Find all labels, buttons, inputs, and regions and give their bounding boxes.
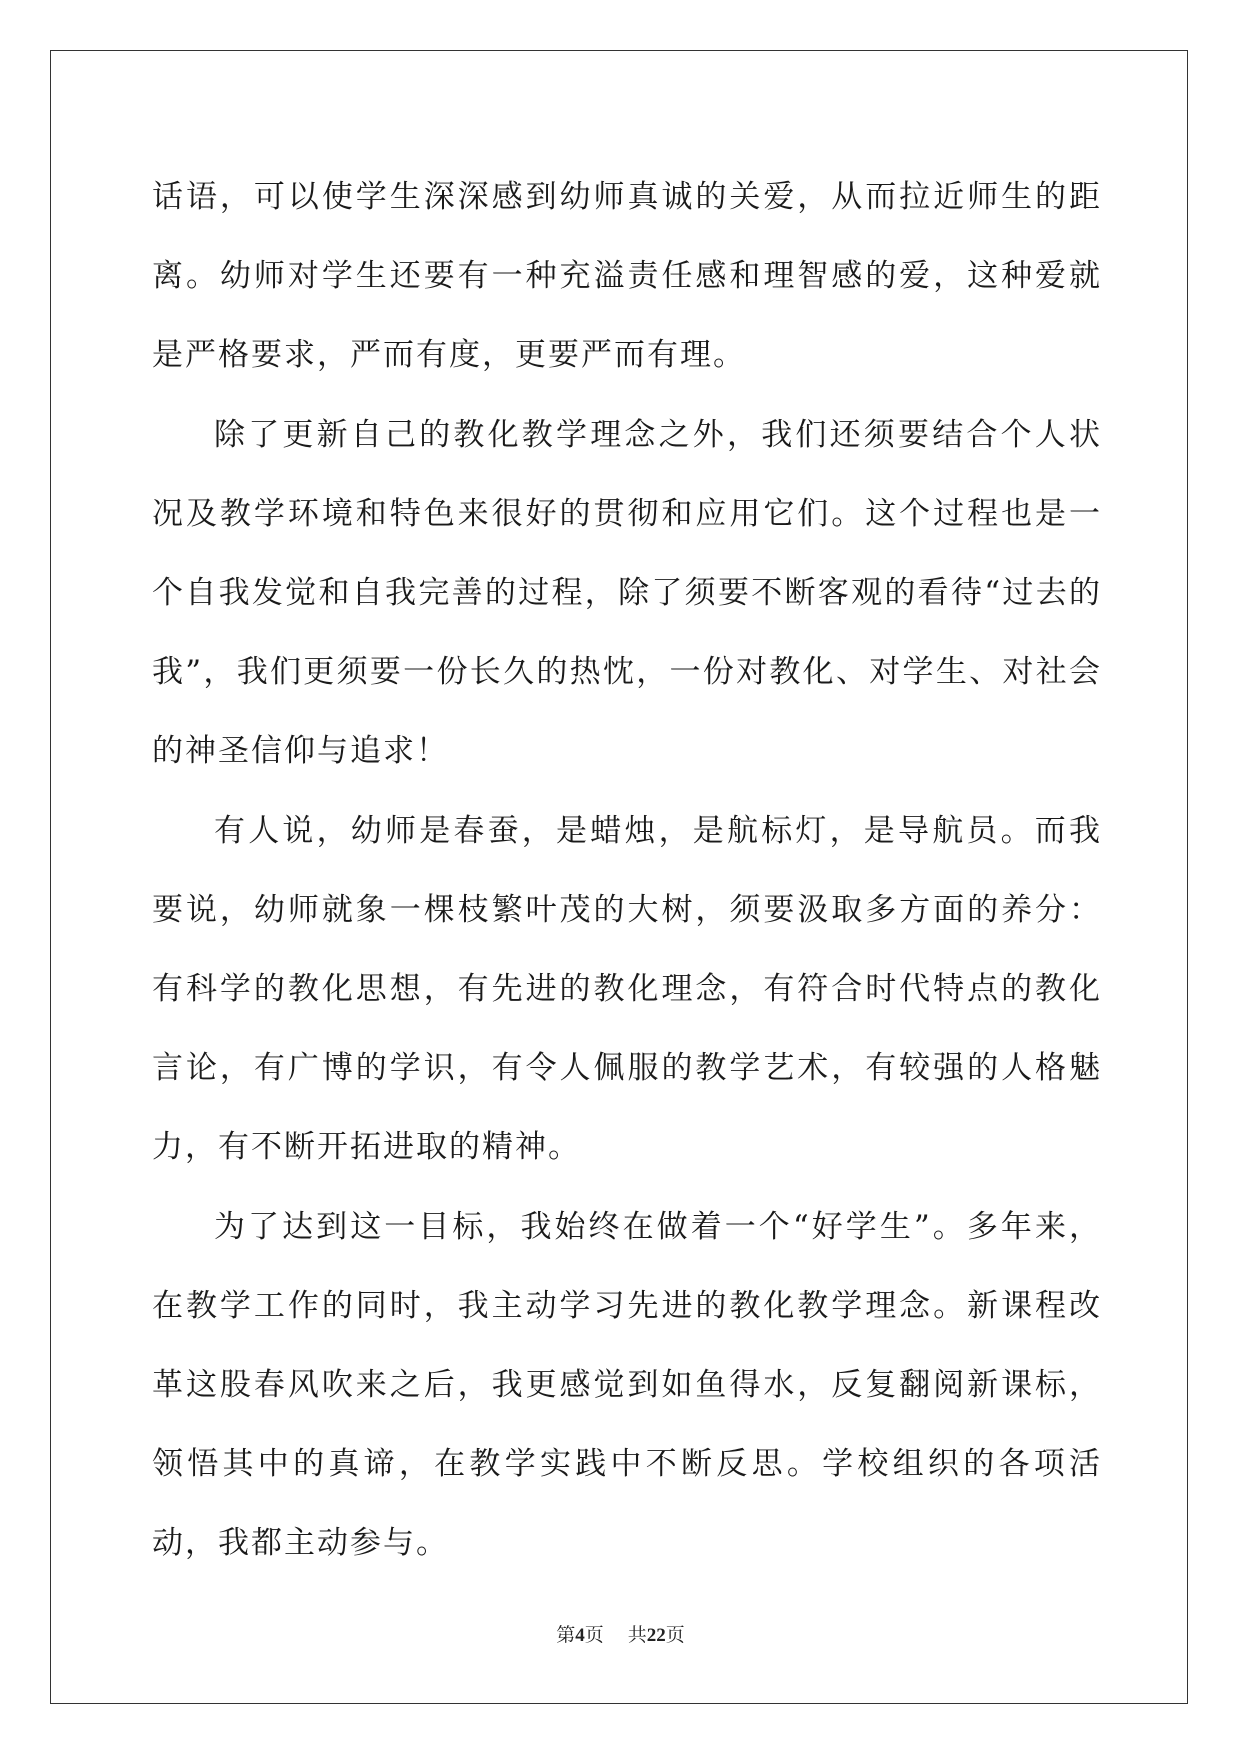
current-page-number: 4 — [575, 1625, 585, 1646]
page-footer — [0, 1620, 1241, 1647]
footer-total-prefix: 共 — [627, 1625, 647, 1646]
paragraph: 为了达到这一目标，我始终在做着一个“好学生”。多年来，在教学工作的同时，我主动学习先进的教化教学理念。新课程改革这股春风吹来之后，我更感觉到如鱼得水，反复翻阅新课标，领悟其中的真谛，在教学实践中不断反思。学校组织的各项活动，我都主动参与。 — [152, 1208, 1102, 1562]
paragraph: 除了更新自己的教化教学理念之外，我们还须要结合个人状况及教学环境和特色来很好的贯彻和应用它们。这个过程也是一个自我发觉和自我完善的过程，除了须要不断客观的看待“过去的我”，我们更须要一份长久的热忱，一份对教化、对学生、对社会的神圣信仰与追求！ — [152, 416, 1102, 770]
total-pages-number: 22 — [646, 1625, 666, 1646]
footer-total-suffix: 页 — [665, 1625, 685, 1646]
footer-prefix: 第 — [556, 1625, 576, 1646]
document-body — [152, 158, 1102, 1584]
paragraph: 话语，可以使学生深深感到幼师真诚的关爱，从而拉近师生的距离。幼师对学生还要有一种充溢责任感和理智感的爱，这种爱就是严格要求，严而有度，更要严而有理。 — [152, 179, 1102, 374]
footer-page-suffix: 页 — [584, 1625, 604, 1646]
paragraph: 有人说，幼师是春蚕，是蜡烛，是航标灯，是导航员。而我要说，幼师就象一棵枝繁叶茂的大树，须要汲取多方面的养分：有科学的教化思想，有先进的教化理念，有符合时代特点的教化言论，有广博的学识，有令人佩服的教学艺术，有较强的人格魅力，有不断开拓进取的精神。 — [152, 812, 1102, 1166]
